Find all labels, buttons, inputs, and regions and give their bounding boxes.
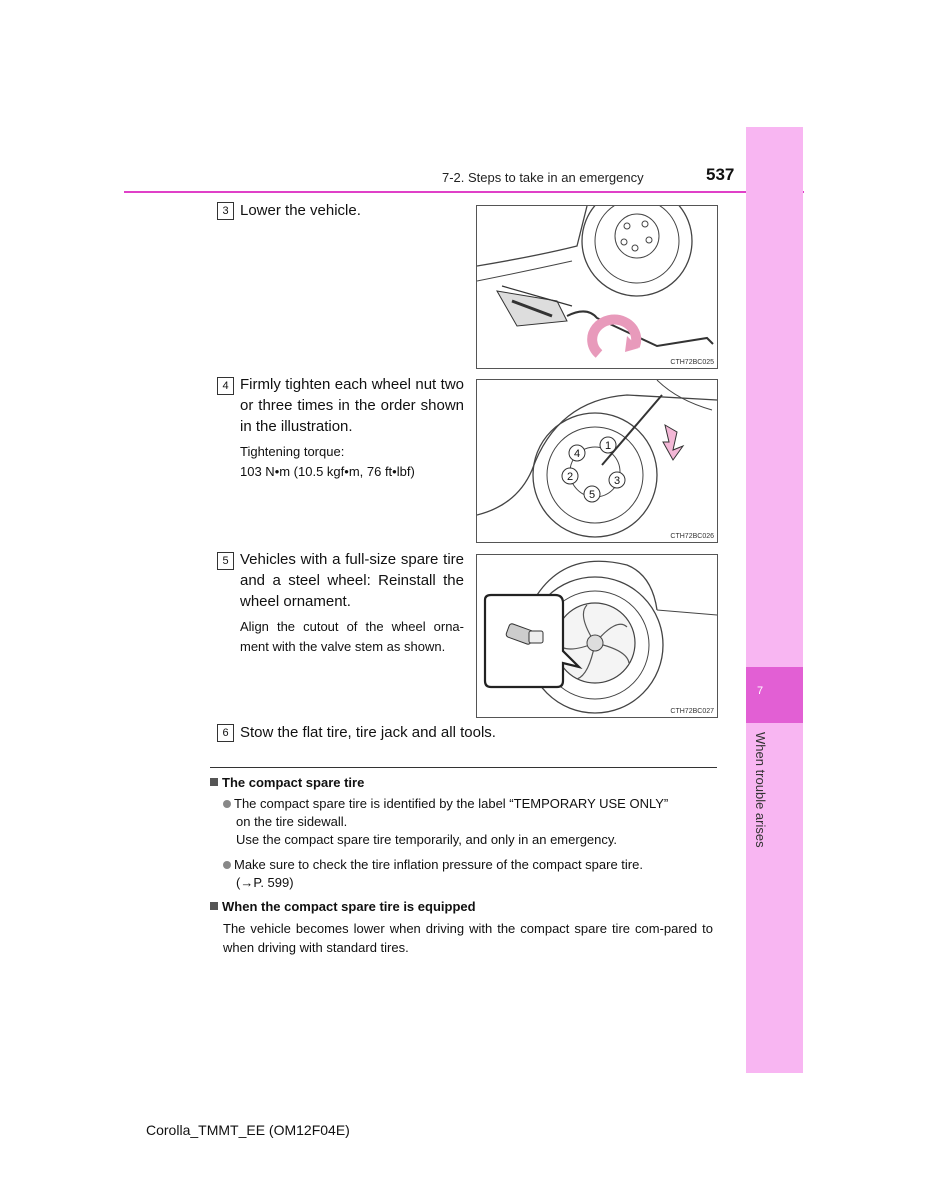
note-heading: When the compact spare tire is equipped (210, 899, 476, 914)
figure-lower-vehicle (476, 205, 718, 369)
step-number: 4 (217, 377, 234, 395)
nut-number: 1 (604, 440, 612, 452)
note-text: on the tire sidewall. (236, 814, 348, 829)
step-subtext: Tightening torque: (240, 444, 345, 459)
footer-model-code: Corolla_TMMT_EE (OM12F04E) (146, 1122, 350, 1138)
square-bullet-icon (210, 778, 218, 786)
section-title: 7-2. Steps to take in an emergency (442, 170, 644, 185)
figure-code: CTH72BC026 (670, 533, 714, 540)
note-text: Use the compact spare tire temporarily, and only in an emergency. (236, 832, 618, 847)
page-reference-link[interactable]: (→P. 599) (236, 875, 294, 890)
chapter-side-tab (746, 127, 803, 1073)
step-number: 3 (217, 202, 234, 220)
page-number: 537 (706, 165, 735, 184)
torque-value: 103 N•m (10.5 kgf•m, 76 ft•lbf) (240, 464, 415, 479)
nut-number: 2 (566, 471, 574, 483)
ornament-illustration (477, 555, 717, 717)
square-bullet-icon (210, 902, 218, 910)
note-heading: The compact spare tire (210, 775, 364, 790)
step-number: 5 (217, 552, 234, 570)
step-subtext: Align the cutout of the wheel orna-ment with the valve stem as shown. (240, 619, 464, 654)
chapter-tab-active[interactable] (746, 667, 803, 723)
notes-divider (210, 767, 717, 768)
figure-code: CTH72BC025 (670, 359, 714, 366)
figure-tighten-nuts (476, 379, 718, 543)
figure-wheel-ornament (476, 554, 718, 718)
nut-number: 3 (613, 475, 621, 487)
note-text: The vehicle becomes lower when driving with the compact spare tire com-pared to when driving with standard tires. (223, 921, 713, 955)
step-text: Vehicles with a full-size spare tire and a steel wheel: Reinstall the wheel ornament. (240, 551, 464, 610)
note-bullet: Make sure to check the tire inflation pressure of the compact spare tire. (223, 856, 643, 874)
figure-code: CTH72BC027 (670, 708, 714, 715)
header-rule (124, 191, 804, 193)
nut-number: 4 (573, 448, 581, 460)
step-text: Lower the vehicle. (240, 202, 361, 219)
note-bullet: The compact spare tire is identified by the label “TEMPORARY USE ONLY” (223, 795, 668, 813)
nut-number: 5 (588, 489, 596, 501)
chapter-label: When trouble arises (753, 732, 768, 848)
bullet-icon (223, 861, 231, 869)
jack-illustration (477, 206, 717, 368)
bullet-icon (223, 800, 231, 808)
step-number: 6 (217, 724, 234, 742)
wheel-nut-illustration (477, 380, 717, 542)
step-text: Firmly tighten each wheel nut two or three times in the order shown in the illustration. (240, 376, 464, 435)
step-text: Stow the flat tire, tire jack and all tools. (240, 724, 496, 741)
chapter-number: 7 (757, 685, 764, 697)
